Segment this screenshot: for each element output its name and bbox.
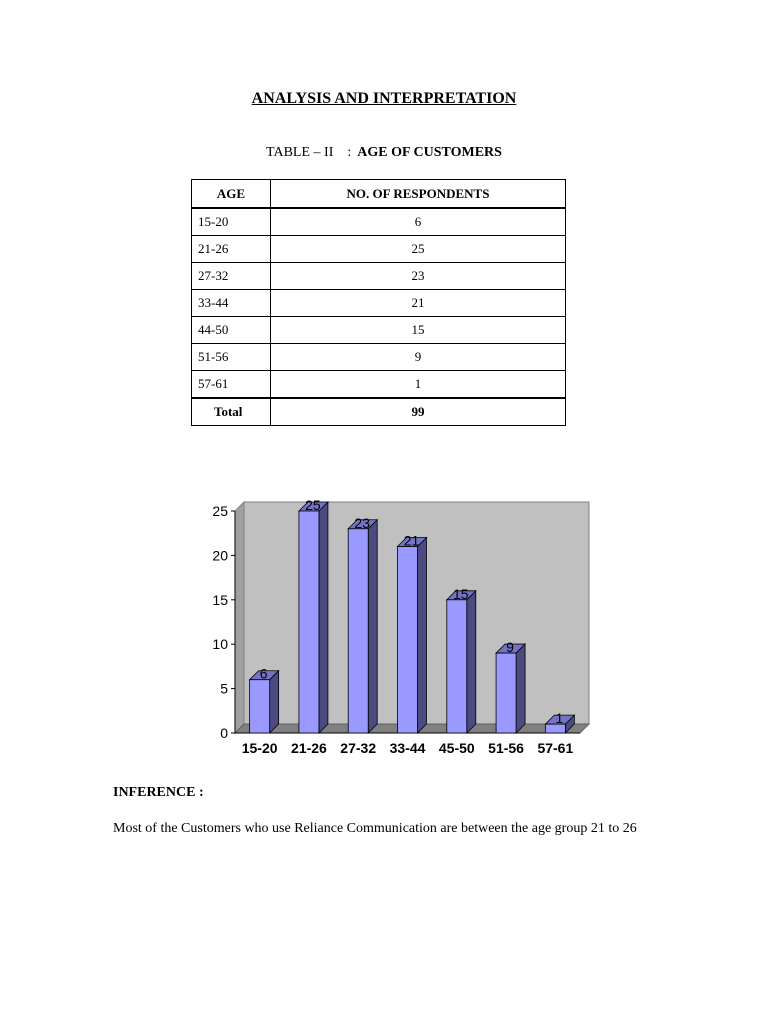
table-row	[192, 208, 566, 236]
bar-side	[516, 644, 525, 733]
inference-label: INFERENCE :	[113, 785, 204, 800]
bar	[299, 511, 319, 733]
table-caption	[0, 145, 768, 161]
y-tick-label: 0	[220, 725, 228, 741]
column-header-respondents: NO. OF RESPONDENTS	[271, 180, 566, 209]
age-cell: 33-44	[192, 290, 271, 317]
x-tick-label: 21-26	[291, 740, 327, 756]
y-tick-label: 15	[212, 591, 228, 608]
bar	[398, 547, 418, 733]
bar-side	[270, 671, 279, 733]
table-row	[192, 290, 566, 317]
total-value-cell: 99	[271, 398, 566, 426]
age-cell: 21-26	[192, 236, 271, 263]
x-tick-label: 51-56	[488, 740, 524, 756]
respondents-cell: 25	[271, 236, 566, 263]
total-label-cell: Total	[192, 398, 271, 426]
table-row	[192, 371, 566, 399]
y-tick-label: 20	[212, 547, 228, 564]
x-tick-label: 57-61	[537, 740, 574, 756]
data-label: 21	[403, 532, 420, 549]
table-row	[192, 236, 566, 263]
plot-side-wall	[235, 502, 244, 733]
table-caption-title: AGE OF CUSTOMERS	[357, 145, 502, 160]
bar-side	[368, 520, 377, 733]
bar-side	[418, 538, 427, 733]
bar	[496, 653, 516, 733]
data-label: 6	[259, 665, 268, 682]
age-cell: 44-50	[192, 317, 271, 344]
inference-text: Most of the Customers who use Reliance Communication are between the age group 21 to 26	[113, 821, 637, 836]
x-tick-label: 27-32	[340, 740, 377, 756]
data-label: 1	[555, 710, 564, 727]
data-label: 9	[506, 639, 514, 656]
respondents-cell: 1	[271, 371, 566, 399]
table-header-row	[192, 180, 566, 209]
y-tick-label: 25	[212, 503, 228, 519]
data-label: 25	[305, 497, 321, 513]
respondents-cell: 21	[271, 290, 566, 317]
respondents-cell: 15	[271, 317, 566, 344]
bar	[348, 529, 368, 733]
table-row	[192, 344, 566, 371]
table-total-row	[192, 398, 566, 426]
column-header-age: AGE	[192, 180, 271, 209]
table-row	[192, 263, 566, 290]
table-caption-prefix: TABLE – II	[266, 145, 334, 160]
y-tick-label: 10	[212, 636, 228, 653]
x-tick-label: 45-50	[438, 740, 475, 756]
data-label: 15	[452, 585, 469, 602]
bar	[447, 600, 467, 733]
respondents-cell: 9	[271, 344, 566, 371]
data-label: 23	[354, 514, 371, 531]
age-cell: 15-20	[192, 208, 271, 236]
bar-side	[319, 502, 328, 733]
age-cell: 57-61	[192, 371, 271, 399]
x-tick-label: 33-44	[389, 740, 426, 756]
age-cell: 51-56	[192, 344, 271, 371]
y-tick-label: 5	[220, 680, 228, 697]
respondents-cell: 6	[271, 208, 566, 236]
page-heading: ANALYSIS AND INTERPRETATION	[251, 90, 517, 107]
x-tick-label: 15-20	[241, 740, 278, 756]
respondents-cell: 23	[271, 263, 566, 290]
bar	[250, 680, 270, 733]
age-table	[191, 179, 566, 426]
table-caption-separator: :	[347, 145, 352, 160]
bar-side	[467, 591, 476, 733]
age-cell: 27-32	[192, 263, 271, 290]
age-bar-chart	[200, 495, 600, 765]
table-row	[192, 317, 566, 344]
